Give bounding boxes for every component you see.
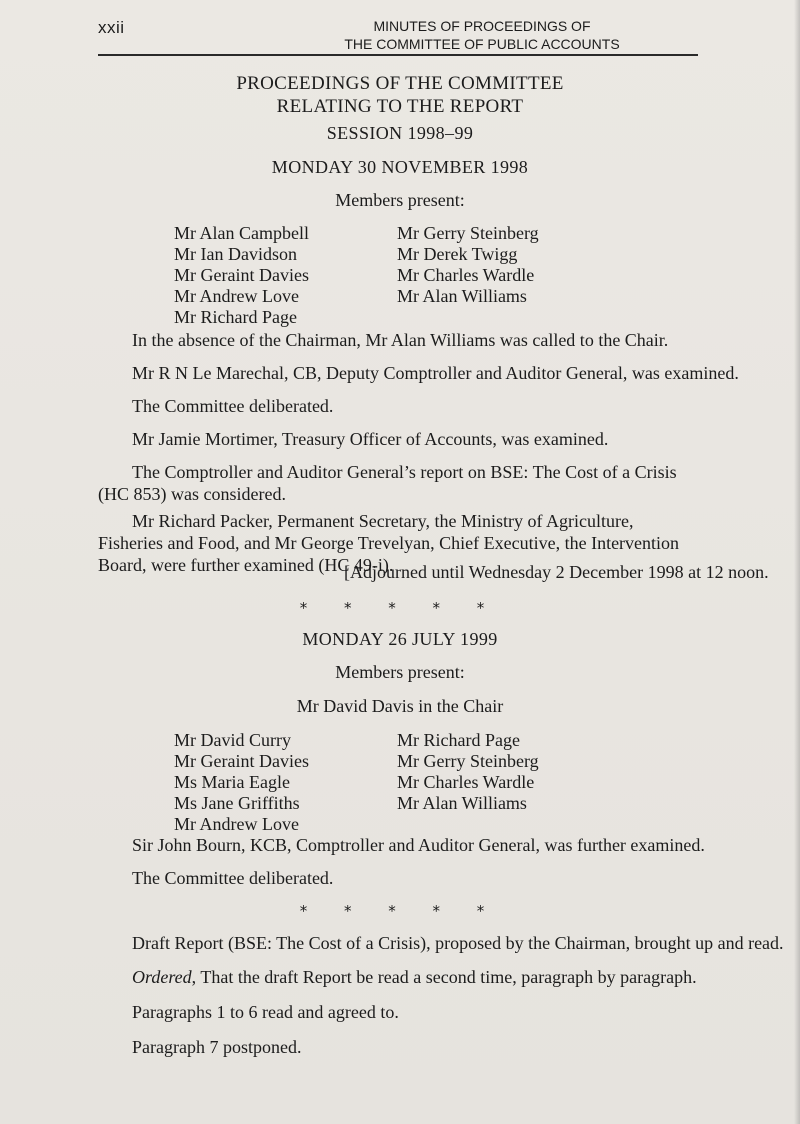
member-name: Mr Andrew Love — [174, 286, 299, 306]
running-header-line-1: MINUTES OF PROCEEDINGS OF — [373, 18, 591, 34]
running-header — [312, 17, 652, 53]
meeting-1-paragraph: The Committee deliberated. — [132, 396, 334, 416]
document-title-line-2: RELATING TO THE REPORT — [276, 96, 524, 117]
member-name: Mr Richard Page — [397, 730, 520, 750]
draft-report-line: Draft Report (BSE: The Cost of a Crisis), proposed by the Chairman, brought up and read. — [132, 933, 784, 953]
meeting-1-members-right — [397, 223, 539, 307]
page-number: xxii — [98, 18, 125, 37]
meeting-1-paragraph: Mr Richard Packer, Permanent Secretary, the Ministry of Agriculture, Fisheries and Food, and Mr George Trevelyan, Chief Executive, the Intervention Board, were further examined (HC 49-i). — [98, 511, 680, 575]
meeting-2-date: MONDAY 26 JULY 1999 — [302, 629, 498, 649]
meeting-1-paragraph: Mr Jamie Mortimer, Treasury Officer of Accounts, was examined. — [132, 429, 609, 449]
meeting-2-chair-line: Mr David Davis in the Chair — [296, 696, 504, 716]
member-name: Ms Maria Eagle — [174, 772, 290, 792]
ordered-word: Ordered — [132, 967, 192, 987]
meeting-2-paragraph: Sir John Bourn, KCB, Comptroller and Auditor General, was further examined. — [132, 835, 705, 855]
member-name: Mr Geraint Davies — [174, 265, 309, 285]
ordered-text: , That the draft Report be read a second time, paragraph by paragraph. — [191, 967, 697, 987]
member-name: Mr Gerry Steinberg — [397, 751, 539, 771]
meeting-1-date: MONDAY 30 NOVEMBER 1998 — [271, 157, 529, 177]
member-name: Mr Gerry Steinberg — [397, 223, 539, 243]
member-name: Mr Charles Wardle — [397, 265, 535, 285]
meeting-1-members-heading: Members present: — [335, 190, 465, 210]
member-name: Mr Alan Campbell — [174, 223, 309, 243]
paragraph-postponed-line: Paragraph 7 postponed. — [132, 1037, 302, 1057]
meeting-2-members-heading: Members present: — [335, 662, 465, 682]
meeting-1-paragraph: Mr R N Le Marechal, CB, Deputy Comptroller and Auditor General, was examined. — [132, 363, 739, 383]
member-name: Mr Richard Page — [174, 307, 297, 327]
meeting-2-members-right — [397, 730, 539, 814]
meeting-1-paragraph: The Comptroller and Auditor General’s report on BSE: The Cost of a Crisis (HC 853) was considered. — [98, 462, 677, 504]
member-name: Mr Geraint Davies — [174, 751, 309, 771]
meeting-1-paragraph: In the absence of the Chairman, Mr Alan Williams was called to the Chair. — [132, 330, 669, 350]
member-name: Mr Alan Williams — [397, 286, 527, 306]
meeting-1-members-left — [174, 223, 309, 328]
member-name: Ms Jane Griffiths — [174, 793, 300, 813]
meeting-2-members-left — [174, 730, 309, 835]
meeting-2-paragraph: The Committee deliberated. — [132, 868, 334, 888]
running-header-line-2: THE COMMITTEE OF PUBLIC ACCOUNTS — [344, 36, 620, 52]
member-name: Mr Alan Williams — [397, 793, 527, 813]
member-name: Mr David Curry — [174, 730, 291, 750]
adjournment-note: [Adjourned until Wednesday 2 December 1998 at 12 noon. — [344, 562, 769, 582]
member-name: Mr Ian Davidson — [174, 244, 297, 264]
member-name: Mr Derek Twigg — [397, 244, 518, 264]
member-name: Mr Andrew Love — [174, 814, 299, 834]
ordered-line — [132, 966, 697, 988]
section-separator: * * * * * — [299, 599, 501, 617]
member-name: Mr Charles Wardle — [397, 772, 535, 792]
section-separator-2: * * * * * — [299, 902, 501, 920]
paragraphs-agreed-line: Paragraphs 1 to 6 read and agreed to. — [132, 1002, 399, 1022]
session-heading: SESSION 1998–99 — [326, 123, 474, 143]
header-rule — [98, 54, 698, 56]
document-title-line-1: PROCEEDINGS OF THE COMMITTEE — [236, 73, 564, 94]
